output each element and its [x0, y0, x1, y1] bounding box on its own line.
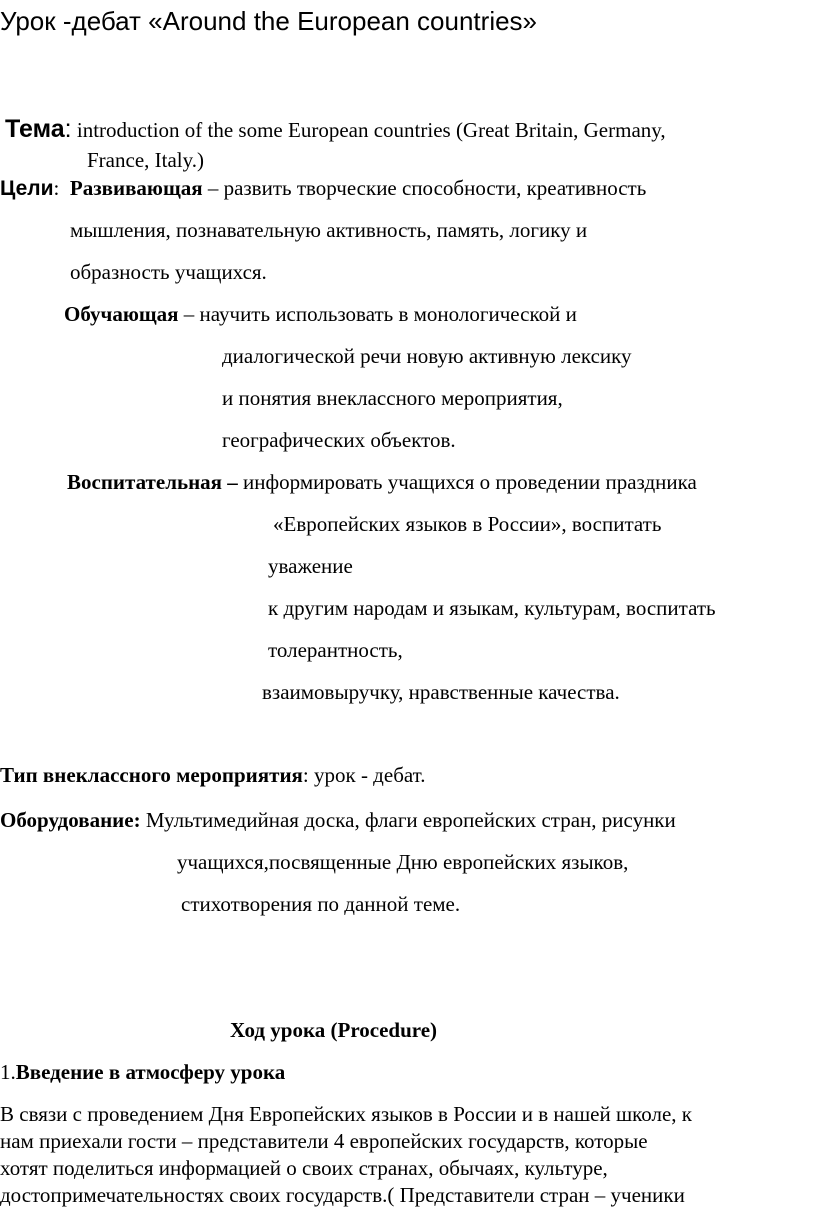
- developing-text-3: образность учащихся.: [70, 260, 267, 284]
- teaching-text-1: – научить использовать в монологической и: [183, 302, 577, 326]
- educational-text-3: уважение: [268, 554, 353, 578]
- teaching-label: Обучающая: [64, 302, 179, 326]
- lesson-title: Урок -дебат «Around the European countries»: [0, 6, 538, 36]
- tema-colon: :: [64, 115, 72, 143]
- educational-label: Воспитательная –: [67, 470, 238, 494]
- event-type-line: [0, 763, 426, 787]
- section-1-text-4: достопримечательностях своих государств.( Представители стран – ученики: [0, 1183, 685, 1207]
- procedure-heading: Ход урока (Procedure): [230, 1018, 438, 1042]
- developing-text-1: – развить творческие способности, креативность: [207, 176, 647, 200]
- teaching-text-4: географических объектов.: [222, 428, 456, 452]
- teaching-line-1: [64, 302, 577, 326]
- event-type-label: Тип внеклассного мероприятия: [0, 763, 303, 787]
- educational-text-2: «Европейских языков в России», воспитать: [273, 512, 662, 536]
- educational-text-5: толерантность,: [268, 638, 403, 662]
- section-1-title: Введение в атмосферу урока: [15, 1060, 286, 1084]
- teaching-text-2: диалогической речи новую активную лексику: [222, 344, 632, 368]
- equipment-line-1: [0, 808, 676, 832]
- section-1-text-3: хотят поделиться информацией о своих странах, обычаях, культуре,: [0, 1156, 608, 1180]
- section-1-text-2: нам приехали гости – представители 4 европейских государств, которые: [0, 1129, 648, 1153]
- educational-text-1: информировать учащихся о проведении праздника: [243, 470, 697, 494]
- equipment-text-1: Мультимедийная доска, флаги европейских стран, рисунки: [145, 808, 676, 832]
- goals-line-1: [0, 176, 646, 201]
- equipment-label: Оборудование:: [0, 808, 141, 832]
- developing-label: Развивающая: [69, 176, 203, 200]
- educational-line-1: [67, 470, 697, 494]
- educational-text-6: взаимовыручку, нравственные качества.: [262, 680, 620, 704]
- section-1-text-1: В связи с проведением Дня Европейских языков в России и в нашей школе, к: [0, 1102, 692, 1126]
- educational-text-4: к другим народам и языкам, культурам, воспитать: [268, 596, 716, 620]
- event-type-value: : урок - дебат.: [302, 763, 426, 787]
- goals-colon: :: [53, 176, 60, 200]
- tema-text-2: France, Italy.): [87, 148, 204, 172]
- section-1-heading: [0, 1060, 285, 1084]
- equipment-text-2: учащихся,посвященные Дню европейских языков,: [177, 850, 629, 874]
- tema-label: Тема: [5, 115, 65, 143]
- developing-text-2: мышления, познавательную активность, память, логику и: [70, 218, 588, 242]
- equipment-text-3: стихотворения по данной теме.: [181, 892, 461, 916]
- tema-line-1: [5, 117, 666, 142]
- goals-label: Цели: [0, 177, 54, 200]
- teaching-text-3: и понятия внеклассного мероприятия,: [222, 386, 563, 410]
- tema-text-1: introduction of the some European countries (Great Britain, Germany,: [76, 118, 666, 142]
- section-1-number: 1.: [0, 1060, 16, 1084]
